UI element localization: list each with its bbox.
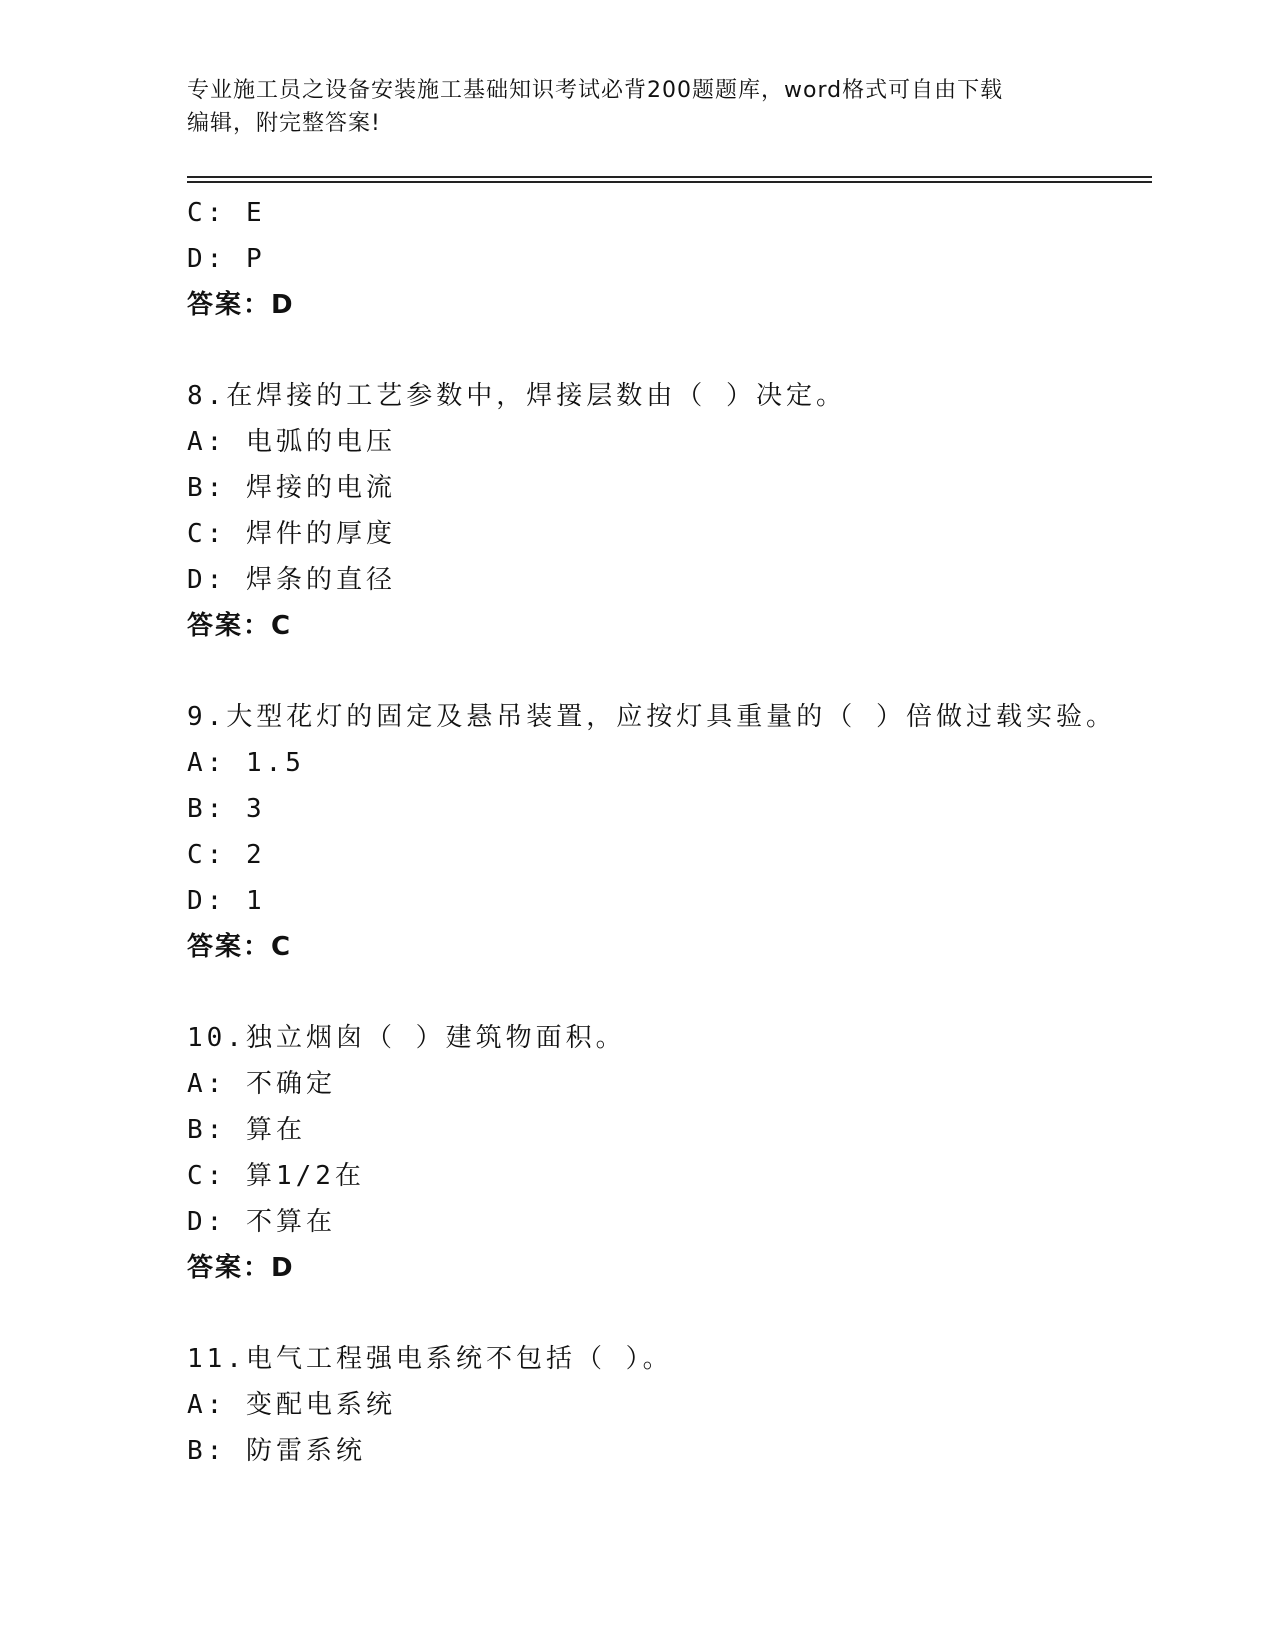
spacer	[187, 328, 1147, 373]
header-title-line-1: 专业施工员之设备安装施工基础知识考试必背200题题库，word格式可自由下载	[187, 78, 1004, 103]
header-divider-top	[187, 176, 1152, 178]
option-b: B: 算在	[187, 1115, 306, 1145]
question-stem: 9.大型花灯的固定及悬吊装置，应按灯具重量的（ ）倍做过载实验。	[187, 702, 1116, 732]
option-d: D: 不算在	[187, 1207, 336, 1237]
header-title-line-2: 编辑，附完整答案!	[187, 111, 381, 136]
option-c: C: 2	[187, 840, 266, 870]
option-c: C: 算1/2在	[187, 1161, 365, 1191]
document-header	[187, 74, 1067, 140]
answer-line: 答案：D	[187, 1253, 295, 1283]
answer-line: 答案：C	[187, 611, 293, 641]
spacer	[187, 970, 1147, 1015]
option-a: A: 变配电系统	[187, 1390, 396, 1420]
option-a: A: 1.5	[187, 748, 305, 778]
option-b: B: 3	[187, 794, 266, 824]
option-c: C: E	[187, 198, 266, 228]
answer-line: 答案：D	[187, 290, 295, 320]
question-stem: 11.电气工程强电系统不包括（ ）。	[187, 1344, 673, 1374]
option-d: D: 1	[187, 886, 266, 916]
spacer	[187, 649, 1147, 694]
option-d: D: 焊条的直径	[187, 565, 396, 595]
answer-line: 答案：C	[187, 932, 293, 962]
spacer	[187, 1291, 1147, 1336]
option-b: B: 防雷系统	[187, 1436, 366, 1466]
question-stem: 10.独立烟囱（ ）建筑物面积。	[187, 1023, 626, 1053]
option-a: A: 不确定	[187, 1069, 336, 1099]
option-a: A: 电弧的电压	[187, 427, 396, 457]
header-divider-bottom	[187, 181, 1152, 183]
option-c: C: 焊件的厚度	[187, 519, 396, 549]
question-stem: 8.在焊接的工艺参数中，焊接层数由（ ）决定。	[187, 381, 846, 411]
question-list	[187, 190, 1147, 1474]
option-d: D: P	[187, 244, 266, 274]
option-b: B: 焊接的电流	[187, 473, 396, 503]
